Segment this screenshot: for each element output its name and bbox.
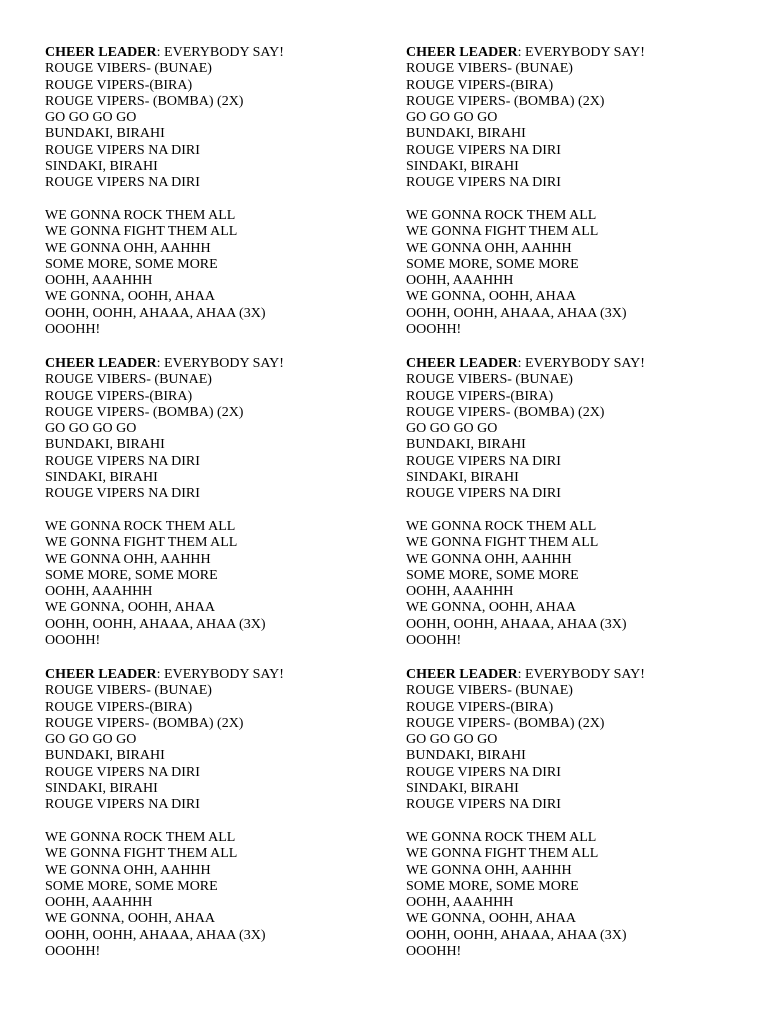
chorus-line: OOOHH! [45, 944, 101, 960]
verse-line: BUNDAKI, BIRAHI [45, 126, 165, 142]
chorus-line: WE GONNA ROCK THEM ALL [406, 518, 597, 534]
chorus-stanza [45, 208, 385, 338]
chorus-line: OOOHH! [45, 322, 101, 338]
chorus-line: OOOHH! [406, 944, 462, 960]
verse-line: ROUGE VIPERS NA DIRI [406, 797, 561, 813]
verse-line: ROUGE VIPERS NA DIRI [45, 764, 200, 780]
chorus-line: WE GONNA OHH, AAHHH [406, 551, 572, 567]
verse-line: BUNDAKI, BIRAHI [45, 748, 165, 764]
cheer-call-text: : EVERYBODY SAY! [517, 356, 645, 371]
chorus-line: OOHH, OOHH, AHAAA, AHAA (3X) [45, 305, 266, 321]
verse-line: SINDAKI, BIRAHI [406, 159, 519, 175]
chorus-stanza [406, 519, 746, 649]
verse-line: GO GO GO GO [45, 732, 137, 748]
verse-line: ROUGE VIPERS NA DIRI [45, 797, 200, 813]
chorus-line: WE GONNA FIGHT THEM ALL [45, 846, 238, 862]
chorus-line: SOME MORE, SOME MORE [45, 878, 218, 894]
chorus-line: WE GONNA FIGHT THEM ALL [45, 224, 238, 240]
cheer-call-text: : EVERYBODY SAY! [156, 45, 284, 60]
verse-line: SINDAKI, BIRAHI [45, 781, 158, 797]
chorus-line: OOHH, AAAHHH [45, 895, 153, 911]
chorus-line: WE GONNA FIGHT THEM ALL [406, 846, 599, 862]
verse-line: SINDAKI, BIRAHI [45, 470, 158, 486]
verse-line: ROUGE VIBERS- (BUNAE) [45, 61, 212, 77]
chorus-line: WE GONNA FIGHT THEM ALL [406, 224, 599, 240]
chorus-line: WE GONNA ROCK THEM ALL [45, 518, 236, 534]
chorus-line: WE GONNA ROCK THEM ALL [406, 207, 597, 223]
chorus-stanza [406, 208, 746, 338]
chorus-line: OOOHH! [45, 633, 101, 649]
chorus-line: WE GONNA OHH, AAHHH [45, 862, 211, 878]
verse-line: ROUGE VIPERS NA DIRI [406, 453, 561, 469]
verse-line: ROUGE VIPERS- (BOMBA) (2X) [45, 715, 244, 731]
chorus-line: OOHH, AAAHHH [406, 584, 514, 600]
chorus-line: WE GONNA, OOHH, AHAA [45, 289, 215, 305]
chorus-line: WE GONNA FIGHT THEM ALL [45, 535, 238, 551]
chorus-stanza [406, 830, 746, 960]
right-column [406, 45, 746, 978]
cheer-call-text: : EVERYBODY SAY! [517, 45, 645, 60]
cheer-call-text: : EVERYBODY SAY! [156, 356, 284, 371]
cheer-block [406, 667, 746, 978]
chorus-line: WE GONNA OHH, AAHHH [406, 862, 572, 878]
chorus-line: SOME MORE, SOME MORE [406, 256, 579, 272]
chorus-line: WE GONNA OHH, AAHHH [406, 240, 572, 256]
cheer-call-text: : EVERYBODY SAY! [156, 667, 284, 682]
chorus-line: OOHH, OOHH, AHAAA, AHAA (3X) [406, 305, 627, 321]
verse-line: ROUGE VIPERS- (BOMBA) (2X) [45, 404, 244, 420]
verse-stanza [45, 667, 385, 814]
verse-line: GO GO GO GO [406, 110, 498, 126]
chorus-line: WE GONNA ROCK THEM ALL [406, 829, 597, 845]
chorus-line: WE GONNA FIGHT THEM ALL [406, 535, 599, 551]
verse-line: SINDAKI, BIRAHI [406, 781, 519, 797]
verse-line: ROUGE VIPERS- (BOMBA) (2X) [45, 93, 244, 109]
verse-line: BUNDAKI, BIRAHI [45, 437, 165, 453]
verse-stanza [45, 356, 385, 503]
chorus-stanza [45, 519, 385, 649]
chorus-line: WE GONNA, OOHH, AHAA [45, 600, 215, 616]
verse-line: ROUGE VIPERS NA DIRI [45, 453, 200, 469]
chorus-line: WE GONNA, OOHH, AHAA [406, 289, 576, 305]
chorus-line: OOHH, AAAHHH [45, 273, 153, 289]
cheer-block [45, 356, 385, 667]
verse-line: ROUGE VIBERS- (BUNAE) [406, 61, 573, 77]
verse-line: ROUGE VIPERS NA DIRI [45, 142, 200, 158]
verse-line: BUNDAKI, BIRAHI [406, 126, 526, 142]
left-column [45, 45, 385, 978]
verse-line: ROUGE VIBERS- (BUNAE) [45, 683, 212, 699]
verse-line: ROUGE VIPERS NA DIRI [406, 175, 561, 191]
chorus-line: OOHH, OOHH, AHAAA, AHAA (3X) [45, 616, 266, 632]
chorus-line: WE GONNA, OOHH, AHAA [406, 911, 576, 927]
verse-line: SINDAKI, BIRAHI [45, 159, 158, 175]
chorus-line: OOHH, OOHH, AHAAA, AHAA (3X) [406, 927, 627, 943]
chorus-line: WE GONNA OHH, AAHHH [45, 240, 211, 256]
cheer-block [45, 45, 385, 356]
verse-stanza [406, 45, 746, 192]
cheer-call-line [406, 45, 746, 61]
verse-line: ROUGE VIBERS- (BUNAE) [406, 683, 573, 699]
chorus-line: OOHH, AAAHHH [406, 273, 514, 289]
cheer-call-line [45, 45, 385, 61]
cheer-leader-label: CHEER LEADER [45, 356, 157, 371]
verse-line: ROUGE VIPERS-(BIRA) [45, 388, 193, 404]
cheer-block [406, 45, 746, 356]
cheer-call-line [45, 667, 385, 683]
verse-line: ROUGE VIPERS NA DIRI [45, 486, 200, 502]
verse-line: GO GO GO GO [45, 421, 137, 437]
chorus-line: OOHH, AAAHHH [45, 584, 153, 600]
cheer-leader-label: CHEER LEADER [45, 45, 157, 60]
chorus-line: SOME MORE, SOME MORE [45, 567, 218, 583]
verse-line: GO GO GO GO [45, 110, 137, 126]
verse-line: SINDAKI, BIRAHI [406, 470, 519, 486]
verse-line: ROUGE VIPERS-(BIRA) [406, 77, 554, 93]
cheer-leader-label: CHEER LEADER [406, 45, 518, 60]
verse-line: ROUGE VIPERS-(BIRA) [406, 699, 554, 715]
chorus-line: OOOHH! [406, 633, 462, 649]
cheer-call-line [406, 356, 746, 372]
verse-line: ROUGE VIPERS-(BIRA) [406, 388, 554, 404]
verse-stanza [45, 45, 385, 192]
verse-line: ROUGE VIPERS NA DIRI [45, 175, 200, 191]
cheer-leader-label: CHEER LEADER [406, 356, 518, 371]
cheer-block [406, 356, 746, 667]
chorus-line: SOME MORE, SOME MORE [406, 567, 579, 583]
cheer-leader-label: CHEER LEADER [45, 667, 157, 682]
chorus-stanza [45, 830, 385, 960]
verse-line: BUNDAKI, BIRAHI [406, 437, 526, 453]
verse-line: ROUGE VIPERS- (BOMBA) (2X) [406, 404, 605, 420]
verse-stanza [406, 667, 746, 814]
verse-line: ROUGE VIPERS-(BIRA) [45, 77, 193, 93]
chorus-line: SOME MORE, SOME MORE [406, 878, 579, 894]
verse-line: GO GO GO GO [406, 732, 498, 748]
verse-stanza [406, 356, 746, 503]
cheer-block [45, 667, 385, 978]
chorus-line: OOOHH! [406, 322, 462, 338]
chorus-line: SOME MORE, SOME MORE [45, 256, 218, 272]
chorus-line: OOHH, OOHH, AHAAA, AHAA (3X) [45, 927, 266, 943]
verse-line: ROUGE VIPERS NA DIRI [406, 486, 561, 502]
verse-line: ROUGE VIPERS NA DIRI [406, 142, 561, 158]
chorus-line: WE GONNA, OOHH, AHAA [406, 600, 576, 616]
verse-line: GO GO GO GO [406, 421, 498, 437]
verse-line: ROUGE VIPERS-(BIRA) [45, 699, 193, 715]
cheer-leader-label: CHEER LEADER [406, 667, 518, 682]
verse-line: ROUGE VIPERS NA DIRI [406, 764, 561, 780]
verse-line: ROUGE VIPERS- (BOMBA) (2X) [406, 93, 605, 109]
cheer-call-line [45, 356, 385, 372]
chorus-line: OOHH, OOHH, AHAAA, AHAA (3X) [406, 616, 627, 632]
verse-line: ROUGE VIPERS- (BOMBA) (2X) [406, 715, 605, 731]
chorus-line: WE GONNA ROCK THEM ALL [45, 829, 236, 845]
verse-line: ROUGE VIBERS- (BUNAE) [45, 372, 212, 388]
cheer-call-line [406, 667, 746, 683]
cheer-call-text: : EVERYBODY SAY! [517, 667, 645, 682]
chorus-line: WE GONNA OHH, AAHHH [45, 551, 211, 567]
chorus-line: OOHH, AAAHHH [406, 895, 514, 911]
verse-line: ROUGE VIBERS- (BUNAE) [406, 372, 573, 388]
chorus-line: WE GONNA ROCK THEM ALL [45, 207, 236, 223]
verse-line: BUNDAKI, BIRAHI [406, 748, 526, 764]
chorus-line: WE GONNA, OOHH, AHAA [45, 911, 215, 927]
